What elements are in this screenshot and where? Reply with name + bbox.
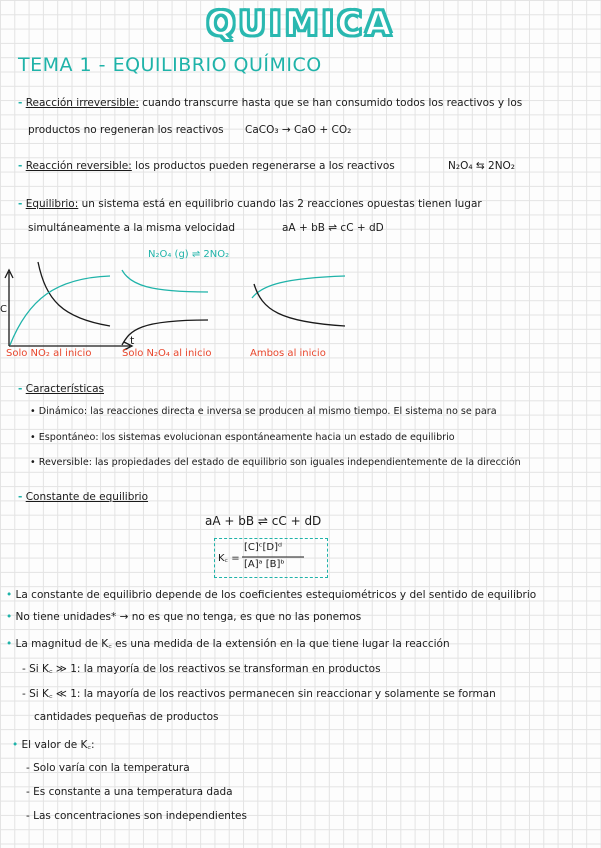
irreversible-line-1: - Reacción irreversible: cuando transcurre hasta que se han consumido todos los reactivos y los <box>18 97 523 109</box>
case1-no2-curve <box>38 262 110 326</box>
kc-denominator: [A]ᵃ [B]ᵇ <box>244 559 285 570</box>
caracteristica-item-dinamico: • Dinámico: las reacciones directa e inversa se producen al mismo tiempo. El sistema no se para <box>30 406 497 417</box>
valor-item-1-text: Solo varía con la temperatura <box>33 762 190 774</box>
case3-teal-curve <box>252 276 345 298</box>
dinamico-label: Dinámico: <box>38 406 88 417</box>
kc-case-small-text: Si K꜀ ≪ 1: la mayoría de los reactivos permanecen sin reaccionar y solamente se forman <box>29 688 496 700</box>
kc-case-large: - Si K꜀ ≫ 1: la mayoría de los reactivos se transforman en productos <box>22 663 381 675</box>
note-2-text: No tiene unidades* → no es que no tenga, es que no las ponemos <box>15 611 362 623</box>
equilibrio-line-1: - Equilibrio: un sistema está en equilibrio cuando las 2 reacciones opuestas tienen lugar <box>18 198 482 210</box>
graph-axis-c-label: C <box>0 304 7 315</box>
reversible-equation: N₂O₄ ⇆ 2NO₂ <box>448 160 516 172</box>
valor-item-2-text: Es constante a una temperatura dada <box>33 786 233 798</box>
dinamico-text: las reacciones directa e inversa se producen al mismo tiempo. El sistema no se para <box>90 406 497 417</box>
reversible-line: - Reacción reversible: los productos pueden regenerarse a los reactivos <box>18 160 395 172</box>
caracteristica-item-reversible: • Reversible: las propiedades del estado de equilibrio son iguales independientemente de la dirección <box>30 457 521 468</box>
valor-item-3: - Las concentraciones son independientes <box>26 810 247 822</box>
reversible-text: los productos pueden regenerarse a los reactivos <box>135 160 395 172</box>
equilibrio-text-1: un sistema está en equilibrio cuando las 2 reacciones opuestas tienen lugar <box>81 198 482 210</box>
case2-n2o4-curve <box>122 270 208 292</box>
irreversible-text-1: cuando transcurre hasta que se han consumido todos los reactivos y los <box>142 97 523 109</box>
reversible-label: Reacción reversible: <box>25 160 132 172</box>
espontaneo-label: Espontáneo: <box>38 432 99 443</box>
valor-heading: • El valor de K꜀: <box>12 739 95 751</box>
valor-title: El valor de K꜀: <box>21 739 95 751</box>
case2-no2-curve <box>122 320 208 345</box>
equilibrio-equation: aA + bB ⇌ cC + dD <box>282 222 384 234</box>
irreversible-label: Reacción irreversible: <box>25 97 139 109</box>
note-1: • La constante de equilibrio depende de los coeficientes estequiométricos y del sentido de equilibrio <box>6 589 537 601</box>
banner-title: QUIMICA <box>206 4 395 44</box>
graph-reaction-label: N₂O₄ (g) ⇌ 2NO₂ <box>148 249 230 260</box>
note-3: • La magnitud de K꜀ es una medida de la extensión en la que tiene lugar la reacción <box>6 638 450 650</box>
note-3-text: La magnitud de K꜀ es una medida de la extensión en la que tiene lugar la reacción <box>15 638 450 650</box>
case1-n2o4-curve <box>10 276 110 345</box>
valor-item-1: - Solo varía con la temperatura <box>26 762 190 774</box>
reversible-prop-label: Reversible: <box>38 457 92 468</box>
kc-symbol: K꜀ = <box>218 553 240 564</box>
note-1-text: La constante de equilibrio depende de los coeficientes estequiométricos y del sentido de equilibrio <box>15 589 537 601</box>
valor-item-3-text: Las concentraciones son independientes <box>33 810 247 822</box>
case3-black-curve <box>254 284 345 326</box>
case1-caption: Solo NO₂ al inicio <box>6 348 92 359</box>
caracteristicas-heading: - Características <box>18 383 104 395</box>
espontaneo-text: los sistemas evolucionan espontáneamente hacia un estado de equilibrio <box>101 432 455 443</box>
caracteristicas-title: Características <box>25 383 104 395</box>
kc-case-small: - Si K꜀ ≪ 1: la mayoría de los reactivos permanecen sin reaccionar y solamente se forman <box>22 688 496 700</box>
graph-axis-t-label: t <box>130 334 135 347</box>
kc-case-large-text: Si K꜀ ≫ 1: la mayoría de los reactivos se transforman en productos <box>29 663 381 675</box>
note-2: • No tiene unidades* → no es que no tenga, es que no las ponemos <box>6 611 362 623</box>
equilibrio-text-2: simultáneamente a la misma velocidad <box>28 222 236 234</box>
irreversible-equation: CaCO₃ → CaO + CO₂ <box>245 124 352 136</box>
kc-numerator: [C]ᶜ[D]ᵈ <box>244 542 283 553</box>
equilibrio-label: Equilibrio: <box>25 198 79 210</box>
constante-equation: aA + bB ⇌ cC + dD <box>205 514 322 528</box>
caracteristica-item-espontaneo: • Espontáneo: los sistemas evolucionan espontáneamente hacia un estado de equilibrio <box>30 432 455 443</box>
case2-caption: Solo N₂O₄ al inicio <box>122 348 212 359</box>
topic-heading: TEMA 1 - EQUILIBRIO QUÍMICO <box>18 54 322 76</box>
valor-item-2: - Es constante a una temperatura dada <box>26 786 233 798</box>
kc-case-small-cont: cantidades pequeñas de productos <box>34 711 219 723</box>
reversible-prop-text: las propiedades del estado de equilibrio son iguales independientemente de la dirección <box>95 457 521 468</box>
constante-title: Constante de equilibrio <box>25 491 149 503</box>
constante-heading: - Constante de equilibrio <box>18 491 149 503</box>
irreversible-text-2: productos no regeneran los reactivos <box>28 124 224 136</box>
case3-caption: Ambos al inicio <box>250 348 326 359</box>
